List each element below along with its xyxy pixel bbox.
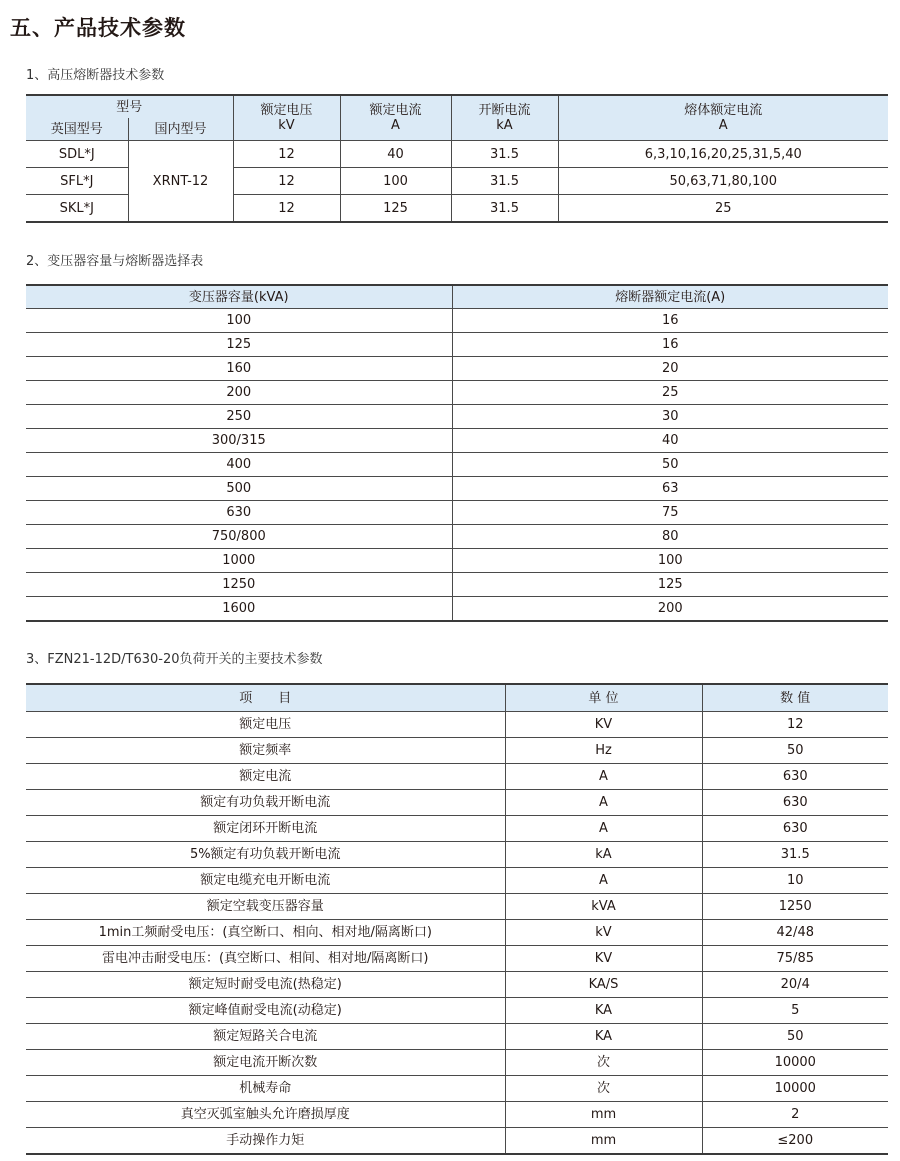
- table-row: [26, 405, 888, 429]
- fuse-params-table: [26, 94, 888, 223]
- cell-fuse: 25: [558, 195, 888, 223]
- cell-item: 额定短路关合电流: [26, 1024, 505, 1050]
- table-row: [26, 1050, 888, 1076]
- cell-unit: kVA: [505, 894, 702, 920]
- header-fuse-unit: A: [718, 118, 728, 133]
- header-break-unit: kA: [496, 118, 513, 133]
- table-row: [26, 894, 888, 920]
- section-title-fuse-params: 1、高压熔断器技术参数: [26, 68, 165, 83]
- cell-item: 额定电流: [26, 764, 505, 790]
- cell-break: 31.5: [451, 141, 558, 168]
- table-row: [26, 1024, 888, 1050]
- cell-value: 2: [702, 1102, 888, 1128]
- cell-break: 31.5: [451, 195, 558, 223]
- table-row: [26, 381, 888, 405]
- cell-value: 75/85: [702, 946, 888, 972]
- table-row: [26, 998, 888, 1024]
- cell-unit: kV: [505, 920, 702, 946]
- cell-capacity: 400: [26, 453, 452, 477]
- cell-item: 额定空载变压器容量: [26, 894, 505, 920]
- cell-value: 630: [702, 790, 888, 816]
- table-row: [26, 525, 888, 549]
- table-row: [26, 597, 888, 622]
- cell-unit: KA/S: [505, 972, 702, 998]
- cell-unit: KA: [505, 998, 702, 1024]
- cell-unit: mm: [505, 1128, 702, 1155]
- table-row: [26, 1076, 888, 1102]
- table-row: [26, 790, 888, 816]
- header-fuse-current: 熔断器额定电流(A): [452, 285, 888, 309]
- cell-capacity: 300/315: [26, 429, 452, 453]
- cell-item: 雷电冲击耐受电压：(真空断口、相间、相对地/隔离断口): [26, 946, 505, 972]
- header-cn-model: 国内型号: [128, 118, 233, 141]
- cell-uk-model: SKL*J: [26, 195, 128, 223]
- cell-fuse: 6,3,10,16,20,25,31,5,40: [558, 141, 888, 168]
- cell-value: 20/4: [702, 972, 888, 998]
- header-unit: 单 位: [505, 684, 702, 712]
- cell-unit: 次: [505, 1076, 702, 1102]
- cell-unit: 次: [505, 1050, 702, 1076]
- table-row: [26, 738, 888, 764]
- cell-capacity: 1600: [26, 597, 452, 622]
- cell-current: 40: [340, 141, 451, 168]
- section-title-switch-params: 3、FZN21-12D/T630-20负荷开关的主要技术参数: [26, 652, 323, 667]
- cell-current: 100: [340, 168, 451, 195]
- transformer-fuse-table: [26, 284, 888, 622]
- cell-item: 额定频率: [26, 738, 505, 764]
- header-break-label: 开断电流: [478, 103, 531, 118]
- header-current-unit: A: [391, 118, 400, 133]
- cell-item: 额定峰值耐受电流(动稳定): [26, 998, 505, 1024]
- cell-fuse-current: 16: [452, 333, 888, 357]
- table-row: [26, 333, 888, 357]
- table-row: [26, 868, 888, 894]
- cell-value: 12: [702, 712, 888, 738]
- cell-unit: A: [505, 790, 702, 816]
- cell-fuse-current: 125: [452, 573, 888, 597]
- cell-value: 1250: [702, 894, 888, 920]
- header-fuse-label: 熔体额定电流: [684, 103, 763, 118]
- cell-unit: KV: [505, 712, 702, 738]
- cell-fuse-current: 40: [452, 429, 888, 453]
- cell-voltage: 12: [233, 168, 340, 195]
- header-capacity: 变压器容量(kVA): [26, 285, 452, 309]
- table-row: [26, 141, 888, 168]
- header-item: 项 目: [26, 684, 505, 712]
- cell-fuse-current: 100: [452, 549, 888, 573]
- page-title: 五、产品技术参数: [10, 16, 186, 40]
- cell-item: 手动操作力矩: [26, 1128, 505, 1155]
- table-row: [26, 477, 888, 501]
- cell-fuse-current: 63: [452, 477, 888, 501]
- header-uk-model: 英国型号: [26, 118, 128, 141]
- table-row: [26, 764, 888, 790]
- table-row: [26, 946, 888, 972]
- load-switch-params-table: [26, 683, 888, 1155]
- cell-capacity: 200: [26, 381, 452, 405]
- cell-fuse-current: 200: [452, 597, 888, 622]
- cell-capacity: 1000: [26, 549, 452, 573]
- header-current: [340, 95, 451, 141]
- cell-value: 630: [702, 764, 888, 790]
- table-row: [26, 501, 888, 525]
- cell-value: 10: [702, 868, 888, 894]
- table-row: [26, 1102, 888, 1128]
- cell-unit: Hz: [505, 738, 702, 764]
- cell-value: ≤200: [702, 1128, 888, 1155]
- cell-item: 5%额定有功负载开断电流: [26, 842, 505, 868]
- cell-capacity: 125: [26, 333, 452, 357]
- table-row: [26, 429, 888, 453]
- cell-item: 真空灭弧室触头允许磨损厚度: [26, 1102, 505, 1128]
- table-row: [26, 972, 888, 998]
- table-row: [26, 549, 888, 573]
- table-header-row: [26, 95, 888, 118]
- table-row: [26, 309, 888, 333]
- cell-fuse-current: 20: [452, 357, 888, 381]
- section-title-transformer-fuse: 2、变压器容量与熔断器选择表: [26, 254, 204, 269]
- cell-fuse-current: 25: [452, 381, 888, 405]
- cell-capacity: 160: [26, 357, 452, 381]
- cell-fuse-current: 30: [452, 405, 888, 429]
- header-voltage: [233, 95, 340, 141]
- cell-item: 额定电压: [26, 712, 505, 738]
- cell-unit: KA: [505, 1024, 702, 1050]
- header-fuse: [558, 95, 888, 141]
- table-row: [26, 842, 888, 868]
- cell-item: 机械寿命: [26, 1076, 505, 1102]
- cell-capacity: 250: [26, 405, 452, 429]
- cell-voltage: 12: [233, 141, 340, 168]
- cell-fuse-current: 80: [452, 525, 888, 549]
- header-break: [451, 95, 558, 141]
- cell-value: 10000: [702, 1076, 888, 1102]
- cell-value: 31.5: [702, 842, 888, 868]
- cell-capacity: 500: [26, 477, 452, 501]
- cell-unit: A: [505, 868, 702, 894]
- cell-value: 42/48: [702, 920, 888, 946]
- table-row: [26, 1128, 888, 1155]
- table-row: [26, 712, 888, 738]
- cell-item: 额定电缆充电开断电流: [26, 868, 505, 894]
- cell-fuse-current: 16: [452, 309, 888, 333]
- header-value: 数 值: [702, 684, 888, 712]
- cell-unit: KV: [505, 946, 702, 972]
- cell-break: 31.5: [451, 168, 558, 195]
- cell-uk-model: SFL*J: [26, 168, 128, 195]
- table-header-row: [26, 285, 888, 309]
- cell-value: 630: [702, 816, 888, 842]
- cell-fuse-current: 75: [452, 501, 888, 525]
- cell-item: 1min工频耐受电压：(真空断口、相向、相对地/隔离断口): [26, 920, 505, 946]
- cell-item: 额定短时耐受电流(热稳定): [26, 972, 505, 998]
- cell-value: 50: [702, 738, 888, 764]
- cell-voltage: 12: [233, 195, 340, 223]
- cell-fuse: 50,63,71,80,100: [558, 168, 888, 195]
- cell-fuse-current: 50: [452, 453, 888, 477]
- table-row: [26, 920, 888, 946]
- cell-unit: A: [505, 764, 702, 790]
- cell-unit: kA: [505, 842, 702, 868]
- cell-value: 50: [702, 1024, 888, 1050]
- header-current-label: 额定电流: [369, 103, 422, 118]
- cell-unit: mm: [505, 1102, 702, 1128]
- cell-capacity: 100: [26, 309, 452, 333]
- table-header-row: [26, 684, 888, 712]
- table-row: [26, 453, 888, 477]
- cell-item: 额定电流开断次数: [26, 1050, 505, 1076]
- header-voltage-label: 额定电压: [260, 103, 313, 118]
- cell-uk-model: SDL*J: [26, 141, 128, 168]
- table-row: [26, 357, 888, 381]
- header-model: 型号: [26, 95, 233, 118]
- cell-item: 额定闭环开断电流: [26, 816, 505, 842]
- table-row: [26, 573, 888, 597]
- cell-capacity: 750/800: [26, 525, 452, 549]
- cell-value: 5: [702, 998, 888, 1024]
- table-row: [26, 816, 888, 842]
- cell-current: 125: [340, 195, 451, 223]
- cell-value: 10000: [702, 1050, 888, 1076]
- header-voltage-unit: kV: [278, 118, 295, 133]
- cell-unit: A: [505, 816, 702, 842]
- cell-capacity: 1250: [26, 573, 452, 597]
- cell-capacity: 630: [26, 501, 452, 525]
- cell-item: 额定有功负载开断电流: [26, 790, 505, 816]
- cell-cn-model: XRNT-12: [128, 141, 233, 223]
